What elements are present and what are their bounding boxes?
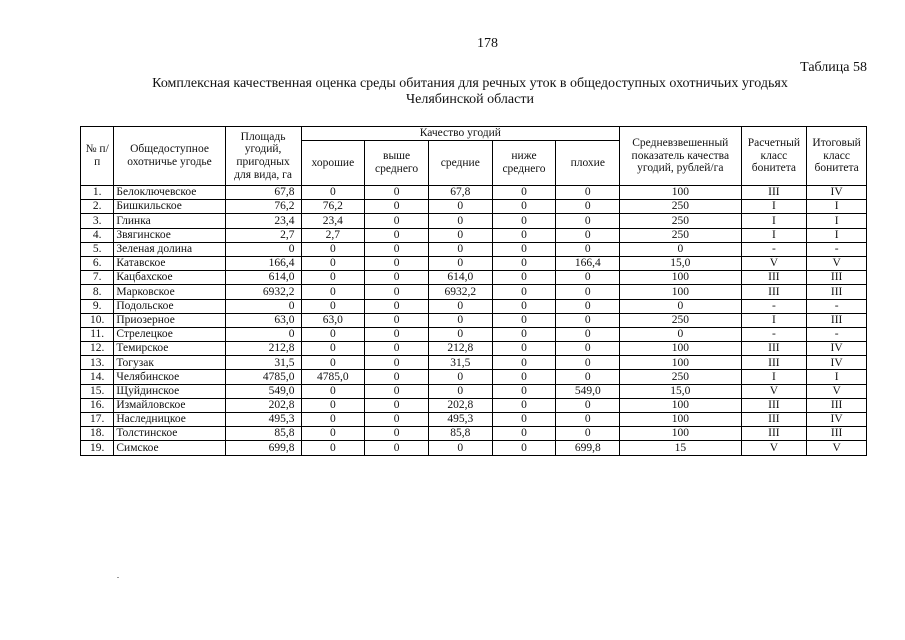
row-number: 1.: [81, 186, 114, 200]
final-class-cell: V: [807, 256, 867, 270]
weighted-index-cell: 0: [620, 242, 741, 256]
final-class-cell: III: [807, 271, 867, 285]
habitat-quality-table: [80, 126, 867, 456]
final-class-cell: I: [807, 370, 867, 384]
weighted-index-cell: 250: [620, 370, 741, 384]
weighted-index-cell: 250: [620, 214, 741, 228]
below-average-cell: 0: [492, 441, 556, 455]
final-class-cell: -: [807, 242, 867, 256]
good-cell: 4785,0: [301, 370, 365, 384]
good-cell: 0: [301, 441, 365, 455]
average-cell: 0: [428, 327, 492, 341]
below-average-cell: 0: [492, 327, 556, 341]
row-number: 14.: [81, 370, 114, 384]
weighted-index-cell: 15: [620, 441, 741, 455]
below-average-cell: 0: [492, 398, 556, 412]
calc-class-cell: V: [741, 384, 807, 398]
good-cell: 0: [301, 285, 365, 299]
below-average-cell: 0: [492, 413, 556, 427]
row-number: 17.: [81, 413, 114, 427]
table-row: [81, 214, 867, 228]
good-cell: 0: [301, 356, 365, 370]
above-average-cell: 0: [365, 356, 429, 370]
weighted-index-cell: 250: [620, 200, 741, 214]
poor-cell: 0: [556, 214, 620, 228]
below-average-cell: 0: [492, 228, 556, 242]
above-average-cell: 0: [365, 242, 429, 256]
row-number: 6.: [81, 256, 114, 270]
average-cell: 202,8: [428, 398, 492, 412]
row-number: 13.: [81, 356, 114, 370]
final-class-cell: III: [807, 285, 867, 299]
area-cell: 614,0: [225, 271, 301, 285]
header-weighted: Средневзвешенный показатель качества угодий, рублей/га: [620, 127, 741, 186]
below-average-cell: 0: [492, 370, 556, 384]
below-average-cell: 0: [492, 271, 556, 285]
hunting-ground-name: Звягинское: [114, 228, 225, 242]
poor-cell: 0: [556, 313, 620, 327]
average-cell: 0: [428, 214, 492, 228]
row-number: 12.: [81, 342, 114, 356]
average-cell: 0: [428, 200, 492, 214]
final-class-cell: V: [807, 384, 867, 398]
hunting-ground-name: Щуйдинское: [114, 384, 225, 398]
header-quality: Качество угодий: [301, 127, 620, 141]
row-number: 8.: [81, 285, 114, 299]
final-class-cell: V: [807, 441, 867, 455]
average-cell: 67,8: [428, 186, 492, 200]
average-cell: 0: [428, 299, 492, 313]
average-cell: 0: [428, 242, 492, 256]
calc-class-cell: III: [741, 186, 807, 200]
poor-cell: 549,0: [556, 384, 620, 398]
calc-class-cell: III: [741, 398, 807, 412]
poor-cell: 0: [556, 299, 620, 313]
table-title: Комплексная качественная оценка среды обитания для речных уток в общедоступных охотничьих угодьях Челябинской области: [152, 76, 788, 107]
good-cell: 0: [301, 398, 365, 412]
poor-cell: 0: [556, 228, 620, 242]
final-class-cell: III: [807, 427, 867, 441]
weighted-index-cell: 100: [620, 398, 741, 412]
hunting-ground-name: Приозерное: [114, 313, 225, 327]
poor-cell: 0: [556, 398, 620, 412]
below-average-cell: 0: [492, 242, 556, 256]
final-class-cell: III: [807, 313, 867, 327]
row-number: 11.: [81, 327, 114, 341]
below-average-cell: 0: [492, 342, 556, 356]
table-row: [81, 398, 867, 412]
weighted-index-cell: 100: [620, 186, 741, 200]
hunting-ground-name: Зеленая долина: [114, 242, 225, 256]
final-class-cell: -: [807, 299, 867, 313]
below-average-cell: 0: [492, 427, 556, 441]
area-cell: 67,8: [225, 186, 301, 200]
poor-cell: 699,8: [556, 441, 620, 455]
above-average-cell: 0: [365, 299, 429, 313]
header-area: Площадь угодий, пригодных для вида, га: [225, 127, 301, 186]
row-number: 5.: [81, 242, 114, 256]
hunting-ground-name: Кацбахское: [114, 271, 225, 285]
above-average-cell: 0: [365, 285, 429, 299]
table-row: [81, 313, 867, 327]
good-cell: 0: [301, 242, 365, 256]
calc-class-cell: V: [741, 256, 807, 270]
below-average-cell: 0: [492, 256, 556, 270]
poor-cell: 0: [556, 271, 620, 285]
below-average-cell: 0: [492, 384, 556, 398]
calc-class-cell: -: [741, 327, 807, 341]
table-row: [81, 413, 867, 427]
table-row: [81, 200, 867, 214]
calc-class-cell: III: [741, 342, 807, 356]
weighted-index-cell: 100: [620, 413, 741, 427]
table-body: [81, 186, 867, 456]
row-number: 15.: [81, 384, 114, 398]
calc-class-cell: III: [741, 271, 807, 285]
above-average-cell: 0: [365, 370, 429, 384]
hunting-ground-name: Стрелецкое: [114, 327, 225, 341]
poor-cell: 0: [556, 427, 620, 441]
poor-cell: 0: [556, 242, 620, 256]
table-row: [81, 228, 867, 242]
calc-class-cell: V: [741, 441, 807, 455]
table-row: [81, 299, 867, 313]
above-average-cell: 0: [365, 271, 429, 285]
below-average-cell: 0: [492, 356, 556, 370]
table-row: [81, 256, 867, 270]
area-cell: 31,5: [225, 356, 301, 370]
good-cell: 0: [301, 271, 365, 285]
above-average-cell: 0: [365, 384, 429, 398]
above-average-cell: 0: [365, 256, 429, 270]
hunting-ground-name: Челябинское: [114, 370, 225, 384]
area-cell: 0: [225, 242, 301, 256]
hunting-ground-name: Темирское: [114, 342, 225, 356]
calc-class-cell: III: [741, 427, 807, 441]
good-cell: 23,4: [301, 214, 365, 228]
below-average-cell: 0: [492, 186, 556, 200]
poor-cell: 0: [556, 370, 620, 384]
average-cell: 495,3: [428, 413, 492, 427]
poor-cell: 0: [556, 413, 620, 427]
good-cell: 0: [301, 186, 365, 200]
header-name: Общедоступное охотничье угодье: [114, 127, 225, 186]
final-class-cell: -: [807, 327, 867, 341]
area-cell: 549,0: [225, 384, 301, 398]
page-number: 178: [477, 36, 498, 51]
table-row: [81, 285, 867, 299]
good-cell: 0: [301, 413, 365, 427]
row-number: 18.: [81, 427, 114, 441]
weighted-index-cell: 100: [620, 342, 741, 356]
area-cell: 23,4: [225, 214, 301, 228]
area-cell: 4785,0: [225, 370, 301, 384]
table-row: [81, 356, 867, 370]
calc-class-cell: I: [741, 200, 807, 214]
calc-class-cell: I: [741, 228, 807, 242]
calc-class-cell: I: [741, 214, 807, 228]
table-row: [81, 327, 867, 341]
below-average-cell: 0: [492, 313, 556, 327]
good-cell: 0: [301, 299, 365, 313]
final-class-cell: III: [807, 398, 867, 412]
above-average-cell: 0: [365, 228, 429, 242]
hunting-ground-name: Измайловское: [114, 398, 225, 412]
calc-class-cell: -: [741, 299, 807, 313]
good-cell: 0: [301, 342, 365, 356]
poor-cell: 0: [556, 186, 620, 200]
weighted-index-cell: 250: [620, 313, 741, 327]
hunting-ground-name: Тогузак: [114, 356, 225, 370]
weighted-index-cell: 100: [620, 271, 741, 285]
area-cell: 166,4: [225, 256, 301, 270]
average-cell: 85,8: [428, 427, 492, 441]
table-row: [81, 271, 867, 285]
area-cell: 0: [225, 327, 301, 341]
above-average-cell: 0: [365, 327, 429, 341]
above-average-cell: 0: [365, 398, 429, 412]
weighted-index-cell: 0: [620, 327, 741, 341]
table-row: [81, 242, 867, 256]
hunting-ground-name: Толстинское: [114, 427, 225, 441]
average-cell: 0: [428, 441, 492, 455]
table-row: [81, 186, 867, 200]
hunting-ground-name: Катавское: [114, 256, 225, 270]
good-cell: 0: [301, 256, 365, 270]
calc-class-cell: I: [741, 313, 807, 327]
header-final-class: Итоговый класс бонитета: [807, 127, 867, 186]
good-cell: 0: [301, 427, 365, 441]
poor-cell: 0: [556, 285, 620, 299]
calc-class-cell: I: [741, 370, 807, 384]
below-average-cell: 0: [492, 299, 556, 313]
weighted-index-cell: 100: [620, 356, 741, 370]
calc-class-cell: III: [741, 356, 807, 370]
weighted-index-cell: 250: [620, 228, 741, 242]
weighted-index-cell: 0: [620, 299, 741, 313]
table-row: [81, 342, 867, 356]
row-number: 10.: [81, 313, 114, 327]
header-above-average: выше среднего: [365, 141, 429, 186]
above-average-cell: 0: [365, 342, 429, 356]
row-number: 3.: [81, 214, 114, 228]
hunting-ground-name: Белоключевское: [114, 186, 225, 200]
below-average-cell: 0: [492, 200, 556, 214]
hunting-ground-name: Симское: [114, 441, 225, 455]
table-label: Таблица 58: [800, 60, 867, 75]
row-number: 4.: [81, 228, 114, 242]
hunting-ground-name: Бишкильское: [114, 200, 225, 214]
area-cell: 699,8: [225, 441, 301, 455]
weighted-index-cell: 100: [620, 427, 741, 441]
hunting-ground-name: Подольское: [114, 299, 225, 313]
average-cell: 614,0: [428, 271, 492, 285]
poor-cell: 0: [556, 327, 620, 341]
area-cell: 202,8: [225, 398, 301, 412]
area-cell: 85,8: [225, 427, 301, 441]
below-average-cell: 0: [492, 285, 556, 299]
final-class-cell: IV: [807, 356, 867, 370]
row-number: 9.: [81, 299, 114, 313]
poor-cell: 0: [556, 342, 620, 356]
hunting-ground-name: Марковское: [114, 285, 225, 299]
row-number: 19.: [81, 441, 114, 455]
above-average-cell: 0: [365, 313, 429, 327]
table-row: [81, 384, 867, 398]
final-class-cell: I: [807, 214, 867, 228]
weighted-index-cell: 15,0: [620, 256, 741, 270]
average-cell: 0: [428, 313, 492, 327]
calc-class-cell: -: [741, 242, 807, 256]
header-num: № п/п: [81, 127, 114, 186]
above-average-cell: 0: [365, 214, 429, 228]
header-calc-class: Расчетный класс бонитета: [741, 127, 807, 186]
header-good: хорошие: [301, 141, 365, 186]
average-cell: 0: [428, 384, 492, 398]
average-cell: 0: [428, 228, 492, 242]
table-row: [81, 427, 867, 441]
area-cell: 212,8: [225, 342, 301, 356]
below-average-cell: 0: [492, 214, 556, 228]
average-cell: 31,5: [428, 356, 492, 370]
average-cell: 0: [428, 256, 492, 270]
average-cell: 212,8: [428, 342, 492, 356]
area-cell: 63,0: [225, 313, 301, 327]
good-cell: 0: [301, 384, 365, 398]
poor-cell: 166,4: [556, 256, 620, 270]
above-average-cell: 0: [365, 413, 429, 427]
row-number: 2.: [81, 200, 114, 214]
area-cell: 2,7: [225, 228, 301, 242]
row-number: 16.: [81, 398, 114, 412]
average-cell: 0: [428, 370, 492, 384]
hunting-ground-name: Наследницкое: [114, 413, 225, 427]
final-class-cell: IV: [807, 342, 867, 356]
calc-class-cell: III: [741, 285, 807, 299]
area-cell: 76,2: [225, 200, 301, 214]
above-average-cell: 0: [365, 427, 429, 441]
header-poor: плохие: [556, 141, 620, 186]
hunting-ground-name: Глинка: [114, 214, 225, 228]
final-class-cell: I: [807, 228, 867, 242]
poor-cell: 0: [556, 200, 620, 214]
poor-cell: 0: [556, 356, 620, 370]
weighted-index-cell: 100: [620, 285, 741, 299]
good-cell: 2,7: [301, 228, 365, 242]
row-number: 7.: [81, 271, 114, 285]
header-average: средние: [428, 141, 492, 186]
table-row: [81, 441, 867, 455]
final-class-cell: IV: [807, 413, 867, 427]
average-cell: 6932,2: [428, 285, 492, 299]
above-average-cell: 0: [365, 200, 429, 214]
final-class-cell: IV: [807, 186, 867, 200]
final-class-cell: I: [807, 200, 867, 214]
area-cell: 6932,2: [225, 285, 301, 299]
above-average-cell: 0: [365, 441, 429, 455]
area-cell: 495,3: [225, 413, 301, 427]
calc-class-cell: III: [741, 413, 807, 427]
good-cell: 76,2: [301, 200, 365, 214]
scan-speck: [117, 577, 119, 578]
header-below-average: ниже среднего: [492, 141, 556, 186]
area-cell: 0: [225, 299, 301, 313]
good-cell: 63,0: [301, 313, 365, 327]
above-average-cell: 0: [365, 186, 429, 200]
good-cell: 0: [301, 327, 365, 341]
table-row: [81, 370, 867, 384]
weighted-index-cell: 15,0: [620, 384, 741, 398]
